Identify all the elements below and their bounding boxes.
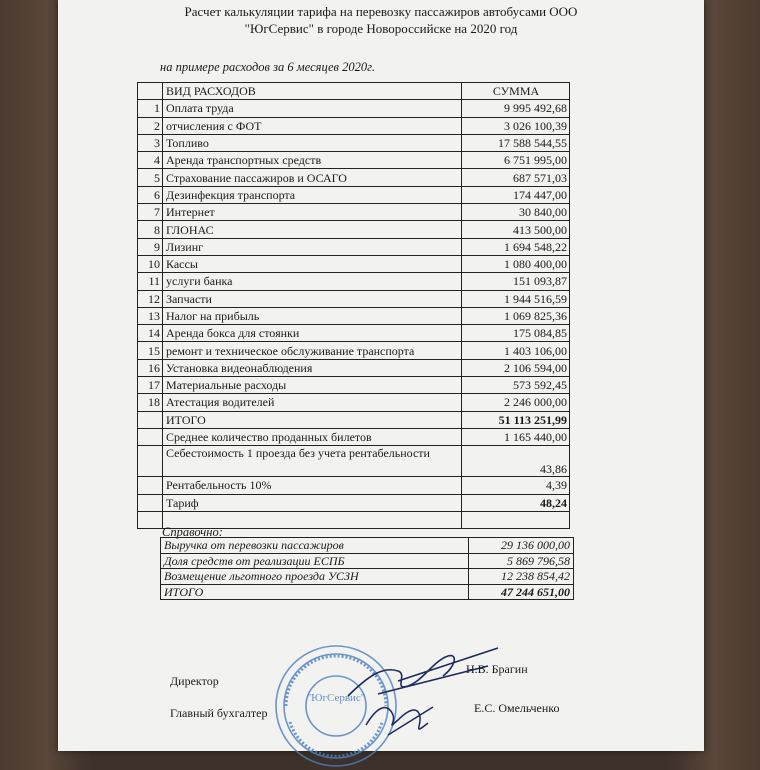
row-sum-cell: 174 447,00 bbox=[462, 186, 570, 203]
row-sum-cell: 175 084,85 bbox=[462, 325, 570, 342]
table-row bbox=[138, 290, 570, 307]
row-sum-cell: 1 694 548,22 bbox=[462, 238, 570, 255]
reference-table bbox=[160, 537, 574, 600]
row-number-cell: 8 bbox=[138, 221, 163, 238]
table-row bbox=[138, 100, 570, 117]
row-sum-cell: 9 995 492,68 bbox=[462, 100, 570, 117]
row-desc-cell: ГЛОНАС bbox=[163, 221, 462, 238]
profit-label: Рентабельность 10% bbox=[163, 477, 462, 494]
row-sum-cell: 573 592,45 bbox=[462, 377, 570, 394]
reference-desc-cell: Доля средств от реализации ЕСПБ bbox=[161, 553, 469, 569]
document-subtitle: на примере расходов за 6 месяцев 2020г. bbox=[160, 60, 375, 74]
accountant-title: Главный бухгалтер bbox=[170, 706, 268, 720]
row-number-cell: 11 bbox=[138, 273, 163, 290]
reference-total-value: 47 244 651,00 bbox=[469, 584, 574, 600]
table-row bbox=[138, 377, 570, 394]
row-desc-cell: Лизинг bbox=[163, 238, 462, 255]
row-number-cell: 13 bbox=[138, 307, 163, 324]
table-row bbox=[138, 342, 570, 359]
row-number-cell: 2 bbox=[138, 117, 163, 134]
row-desc-cell: Страхование пассажиров и ОСАГО bbox=[163, 169, 462, 186]
row-sum-cell: 2 106 594,00 bbox=[462, 359, 570, 376]
tariff-number-cell bbox=[138, 494, 163, 511]
reference-total-label: ИТОГО bbox=[161, 584, 469, 600]
row-desc-cell: Аренда бокса для стоянки bbox=[163, 325, 462, 342]
table-row bbox=[138, 325, 570, 342]
director-name: Н.В. Брагин bbox=[466, 662, 528, 676]
stamp-text: "ЮгСервис" bbox=[306, 692, 366, 704]
reference-total-row bbox=[161, 584, 574, 600]
table-row bbox=[138, 273, 570, 290]
document-title-line2: "ЮгСервис" в городе Новороссийске на 2020 год bbox=[244, 21, 518, 36]
row-desc-cell: Аренда транспортных средств bbox=[163, 152, 462, 169]
row-number-cell: 16 bbox=[138, 359, 163, 376]
row-desc-cell: Оплата труда bbox=[163, 100, 462, 117]
row-desc-cell: Интернет bbox=[163, 204, 462, 221]
total-number-cell bbox=[138, 411, 163, 428]
empty-cell bbox=[462, 511, 570, 528]
row-number-cell: 10 bbox=[138, 255, 163, 272]
row-desc-cell: Атестация водителей bbox=[163, 394, 462, 411]
expenses-table bbox=[137, 82, 570, 529]
profit-number-cell bbox=[138, 477, 163, 494]
reference-row bbox=[161, 538, 574, 554]
row-desc-cell: Налог на прибыль bbox=[163, 307, 462, 324]
row-sum-cell: 1 403 106,00 bbox=[462, 342, 570, 359]
reference-sum-cell: 12 238 854,42 bbox=[469, 569, 574, 585]
reference-sum-cell: 29 136 000,00 bbox=[469, 538, 574, 554]
row-sum-cell: 151 093,87 bbox=[462, 273, 570, 290]
row-number-cell: 6 bbox=[138, 186, 163, 203]
cost-value: 43,86 bbox=[462, 446, 570, 477]
row-sum-cell: 1 080 400,00 bbox=[462, 255, 570, 272]
row-desc-cell: Запчасти bbox=[163, 290, 462, 307]
table-header-row bbox=[138, 83, 570, 100]
table-row bbox=[138, 169, 570, 186]
tickets-value: 1 165 440,00 bbox=[462, 428, 570, 445]
row-desc-cell: отчисления с ФОТ bbox=[163, 117, 462, 134]
tickets-number-cell bbox=[138, 428, 163, 445]
row-sum-cell: 413 500,00 bbox=[462, 221, 570, 238]
empty-cell bbox=[138, 511, 163, 528]
row-sum-cell: 30 840,00 bbox=[462, 204, 570, 221]
header-number-cell bbox=[138, 83, 163, 100]
accountant-signature bbox=[358, 685, 448, 745]
profit-row bbox=[138, 477, 570, 494]
reference-desc-cell: Возмещение льготного проезда УСЗН bbox=[161, 569, 469, 585]
row-number-cell: 5 bbox=[138, 169, 163, 186]
row-number-cell: 17 bbox=[138, 377, 163, 394]
row-desc-cell: Кассы bbox=[163, 255, 462, 272]
row-desc-cell: Материальные расходы bbox=[163, 377, 462, 394]
total-label: ИТОГО bbox=[163, 411, 462, 428]
table-row bbox=[138, 394, 570, 411]
row-desc-cell: услуги банка bbox=[163, 273, 462, 290]
reference-sum-cell: 5 869 796,58 bbox=[469, 553, 574, 569]
row-sum-cell: 687 571,03 bbox=[462, 169, 570, 186]
table-row bbox=[138, 152, 570, 169]
table-row bbox=[138, 134, 570, 151]
header-sum-cell: СУММА bbox=[462, 83, 570, 100]
table-row bbox=[138, 238, 570, 255]
row-number-cell: 7 bbox=[138, 204, 163, 221]
table-row bbox=[138, 221, 570, 238]
table-row bbox=[138, 307, 570, 324]
reference-label: Справочно: bbox=[162, 525, 223, 539]
row-number-cell: 3 bbox=[138, 134, 163, 151]
row-sum-cell: 17 588 544,55 bbox=[462, 134, 570, 151]
row-number-cell: 15 bbox=[138, 342, 163, 359]
table-row bbox=[138, 255, 570, 272]
director-title: Директор bbox=[170, 674, 219, 688]
row-desc-cell: Топливо bbox=[163, 134, 462, 151]
total-row bbox=[138, 411, 570, 428]
tariff-label: Тариф bbox=[163, 494, 462, 511]
table-row bbox=[138, 117, 570, 134]
row-desc-cell: Установка видеонаблюдения bbox=[163, 359, 462, 376]
row-sum-cell: 1 944 516,59 bbox=[462, 290, 570, 307]
document-title-line1: Расчет калькуляции тарифа на перевозку пассажиров автобусами ООО bbox=[184, 4, 578, 19]
row-number-cell: 9 bbox=[138, 238, 163, 255]
cost-number-cell bbox=[138, 446, 163, 477]
row-number-cell: 18 bbox=[138, 394, 163, 411]
row-number-cell: 14 bbox=[138, 325, 163, 342]
document-page bbox=[58, 0, 704, 751]
row-sum-cell: 3 026 100,39 bbox=[462, 117, 570, 134]
tickets-label: Среднее количество проданных билетов bbox=[163, 428, 462, 445]
row-sum-cell: 1 069 825,36 bbox=[462, 307, 570, 324]
reference-desc-cell: Выручка от перевозки пассажиров bbox=[161, 538, 469, 554]
reference-row bbox=[161, 553, 574, 569]
table-row bbox=[138, 186, 570, 203]
tariff-row bbox=[138, 494, 570, 511]
row-number-cell: 4 bbox=[138, 152, 163, 169]
accountant-name: Е.С. Омельченко bbox=[474, 701, 560, 715]
table-row bbox=[138, 359, 570, 376]
tariff-value: 48,24 bbox=[462, 494, 570, 511]
header-desc-cell: ВИД РАСХОДОВ bbox=[163, 83, 462, 100]
cost-row bbox=[138, 446, 570, 477]
row-sum-cell: 6 751 995,00 bbox=[462, 152, 570, 169]
row-number-cell: 12 bbox=[138, 290, 163, 307]
tickets-row bbox=[138, 428, 570, 445]
row-desc-cell: ремонт и техническое обслуживание транспорта bbox=[163, 342, 462, 359]
row-number-cell: 1 bbox=[138, 100, 163, 117]
row-sum-cell: 2 246 000,00 bbox=[462, 394, 570, 411]
row-desc-cell: Дезинфекция транспорта bbox=[163, 186, 462, 203]
reference-row bbox=[161, 569, 574, 585]
profit-value: 4,39 bbox=[462, 477, 570, 494]
total-value: 51 113 251,99 bbox=[462, 411, 570, 428]
table-row bbox=[138, 204, 570, 221]
cost-label: Себестоимость 1 проезда без учета рентабельности bbox=[163, 446, 462, 477]
